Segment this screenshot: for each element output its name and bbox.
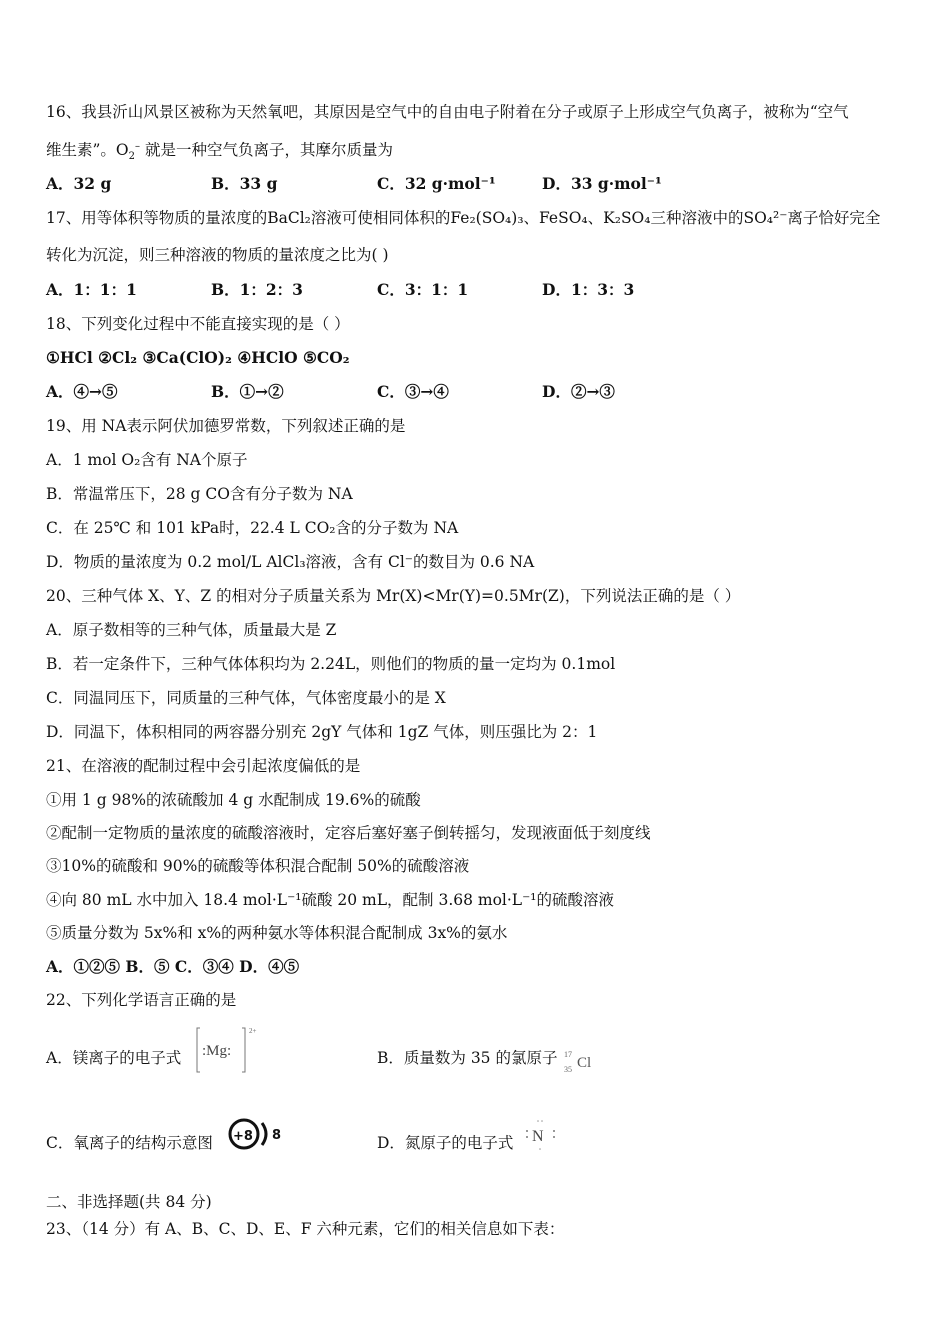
cl-upper-number: 17	[564, 1050, 572, 1059]
q22-option-b	[377, 1048, 557, 1068]
q16-stem-pre: 维生素”。O	[46, 141, 129, 159]
nitrogen-electron-formula	[524, 1118, 564, 1152]
magnesium-ion-electron-formula	[194, 1024, 264, 1076]
q17-option-d: D．1：3：3	[542, 280, 635, 299]
chlorine-isotope-notation	[563, 1046, 603, 1076]
q16-stem-line2	[46, 140, 393, 163]
mg-formula-text: :Mg:	[202, 1043, 232, 1059]
mg-charge-text: 2+	[249, 1027, 257, 1035]
q18-substances: ①HCl ②Cl₂ ③Ca(ClO)₂ ④HClO ⑤CO₂	[46, 348, 350, 367]
q17-option-a: A．1：1：1	[46, 280, 137, 299]
q19-option-b: B．常温常压下，28 g CO含有分子数为 NA	[46, 485, 353, 503]
q16-option-d: D．33 g·mol⁻¹	[542, 174, 662, 193]
q18-option-b: B．①→②	[211, 382, 284, 401]
q21-stem: 21、在溶液的配制过程中会引起浓度偏低的是	[46, 757, 361, 775]
q16-stem-post: 就是一种空气负离子，其摩尔质量为	[140, 141, 393, 159]
cl-lower-number: 35	[564, 1065, 572, 1074]
q22-option-d	[377, 1133, 513, 1153]
q17-option-b: B．1：2：3	[211, 280, 303, 299]
q22-option-a-label: A．镁离子的电子式	[46, 1049, 182, 1067]
q19-stem: 19、用 NA表示阿伏加德罗常数，下列叙述正确的是	[46, 417, 406, 435]
q18-option-c: C．③→④	[377, 382, 449, 401]
nitrogen-symbol: N	[532, 1128, 544, 1145]
q22-option-c-label: C．氧离子的结构示意图	[46, 1134, 213, 1152]
section-heading-nonchoice: 二、非选择题(共 84 分)	[46, 1193, 212, 1211]
q19-option-d: D．物质的量浓度为 0.2 mol/L AlCl₃溶液，含有 Cl⁻的数目为 0.6 NA	[46, 553, 535, 571]
q20-option-c: C．同温同压下，同质量的三种气体，气体密度最小的是 X	[46, 689, 446, 707]
q21-item-1: ①用 1 g 98%的浓硫酸加 4 g 水配制成 19.6%的硫酸	[46, 791, 421, 809]
q22-option-d-label: D．氮原子的电子式	[377, 1134, 514, 1152]
q22-option-c	[46, 1133, 213, 1153]
q16-option-c: C．32 g·mol⁻¹	[377, 174, 496, 193]
q21-item-5: ⑤质量分数为 5x%和 x%的两种氨水等体积混合配制成 3x%的氨水	[46, 924, 508, 942]
q22-option-b-label: B．质量数为 35 的氯原子	[377, 1049, 558, 1067]
q17-option-c: C．3：1：1	[377, 280, 469, 299]
oxide-ion-structure-diagram	[226, 1114, 290, 1154]
q16-option-b: B．33 g	[211, 174, 278, 193]
q16-ion-subscript: 2	[128, 151, 136, 163]
q17-stem-line2: 转化为沉淀，则三种溶液的物质的量浓度之比为( )	[46, 246, 389, 264]
cl-symbol: Cl	[577, 1055, 592, 1071]
q18-option-a: A．④→⑤	[46, 382, 118, 401]
q20-option-d: D．同温下，体积相同的两容器分别充 2gY 气体和 1gZ 气体，则压强比为 2：1	[46, 723, 598, 741]
q20-stem: 20、三种气体 X、Y、Z 的相对分子质量关系为 Mr(X)<Mr(Y)=0.5Mr(Z)，下列说法正确的是（ ）	[46, 587, 741, 605]
oxide-nucleus-charge: +8	[233, 1129, 253, 1144]
q21-options: A．①②⑤ B．⑤ C．③④ D．④⑤	[46, 957, 300, 976]
q16-stem-line1: 16、我县沂山风景区被称为天然氧吧，其原因是空气中的自由电子附着在分子或原子上形成空气负离子，被称为“空气	[46, 103, 849, 121]
q22-option-a	[46, 1048, 181, 1068]
q16-ion-charge: –	[135, 140, 141, 152]
q18-stem: 18、下列变化过程中不能直接实现的是（ ）	[46, 315, 350, 333]
q21-item-2: ②配制一定物质的量浓度的硫酸溶液时，定容后塞好塞子倒转摇匀，发现液面低于刻度线	[46, 824, 651, 842]
q22-stem: 22、下列化学语言正确的是	[46, 991, 237, 1009]
q21-item-4: ④向 80 mL 水中加入 18.4 mol·L⁻¹硫酸 20 mL，配制 3.68 mol·L⁻¹的硫酸溶液	[46, 891, 614, 909]
q20-option-b: B．若一定条件下，三种气体体积均为 2.24L，则他们的物质的量一定均为 0.1mol	[46, 655, 616, 673]
q17-stem-line1: 17、用等体积等物质的量浓度的BaCl₂溶液可使相同体积的Fe₂(SO₄)₃、FeSO₄、K₂SO₄三种溶液中的SO₄²⁻离子恰好完全	[46, 209, 881, 227]
oxide-shell-electrons: 8	[272, 1128, 282, 1143]
q19-option-c: C．在 25℃ 和 101 kPa时，22.4 L CO₂含的分子数为 NA	[46, 519, 459, 537]
q16-option-a: A．32 g	[46, 174, 112, 193]
q19-option-a: A．1 mol O₂含有 NA个原子	[46, 451, 248, 469]
q21-item-3: ③10%的硫酸和 90%的硫酸等体积混合配制 50%的硫酸溶液	[46, 857, 470, 875]
q23-stem: 23、（14 分）有 A、B、C、D、E、F 六种元素，它们的相关信息如下表：	[46, 1220, 565, 1238]
q20-option-a: A．原子数相等的三种气体，质量最大是 Z	[46, 621, 337, 639]
q18-option-d: D．②→③	[542, 382, 615, 401]
